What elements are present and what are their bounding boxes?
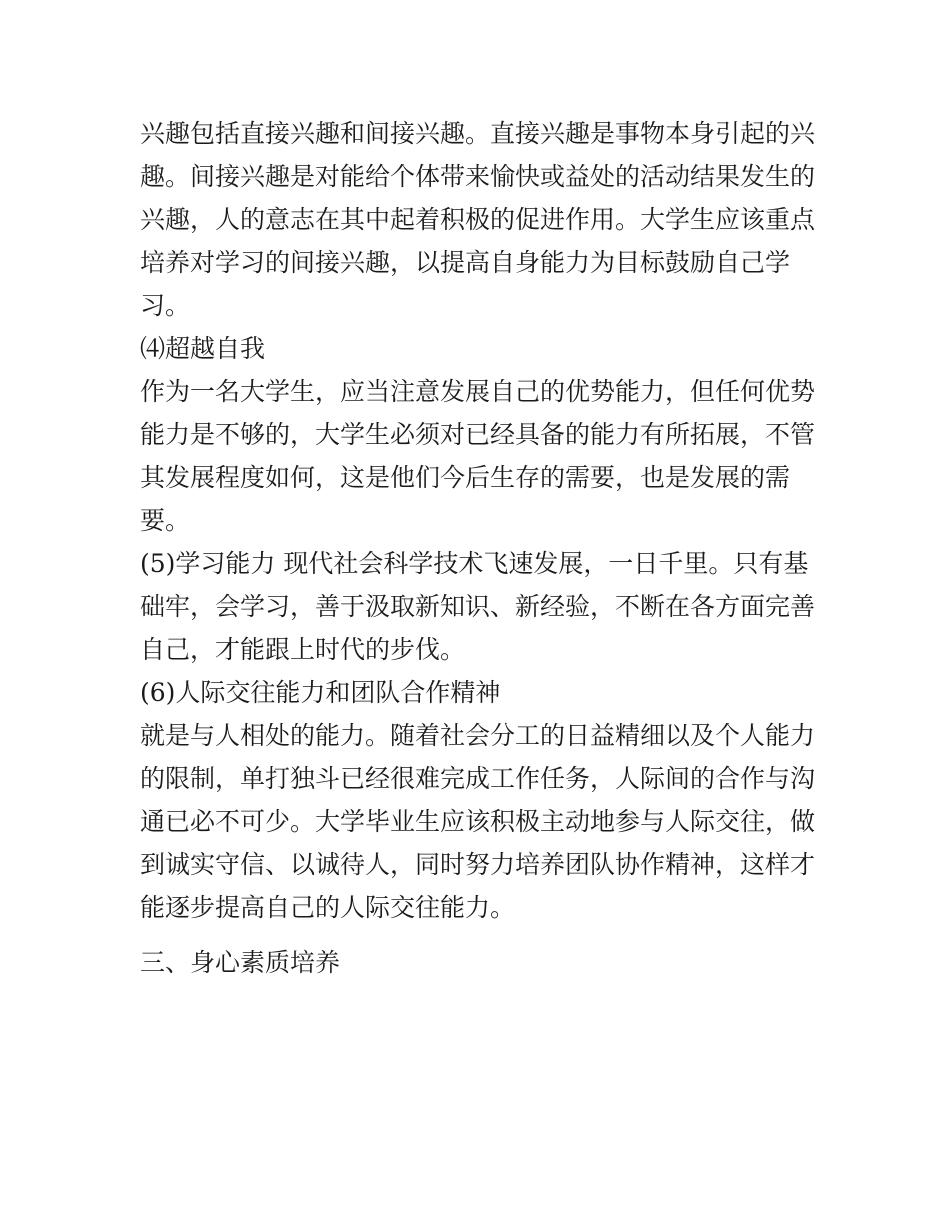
heading-6-interpersonal: (6)人际交往能力和团队合作精神 <box>140 678 501 707</box>
paragraph-transcend-self: 作为一名大学生，应当注意发展自己的优势能力，但任何优势能力是不够的，大学生必须对已经具备的能力有所拓展，不管其发展程度如何，这是他们今后生存的需要，也是发展的需要。 <box>140 377 816 535</box>
paragraph-interpersonal: 就是与人相处的能力。随着社会分工的日益精细以及个人能力的限制，单打独斗已经很难完成工作任务，人际间的合作与沟通已必不可少。大学毕业生应该积极主动地参与人际交往，做到诚实守信、以诚待人，同时努力培养团队协作精神，这样才能逐步提高自己的人际交往能力。 <box>140 721 816 922</box>
paragraph-interest: 兴趣包括直接兴趣和间接兴趣。直接兴趣是事物本身引起的兴趣。间接兴趣是对能给个体带来愉快或益处的活动结果发生的兴趣，人的意志在其中起着积极的促进作用。大学生应该重点培养对学习的间接兴趣，以提高自身能力为目标鼓励自己学习。 <box>140 119 816 320</box>
section-title-3: 三、身心素质培养 <box>140 948 341 977</box>
document-body <box>140 112 820 984</box>
paragraph-learning-ability: (5)学习能力 现代社会科学技术飞速发展，一日千里。只有基础牢，会学习，善于汲取新知识、新经验，不断在各方面完善自己，才能跟上时代的步伐。 <box>140 549 816 664</box>
heading-4-transcend-self: ⑷超越自我 <box>140 334 266 363</box>
